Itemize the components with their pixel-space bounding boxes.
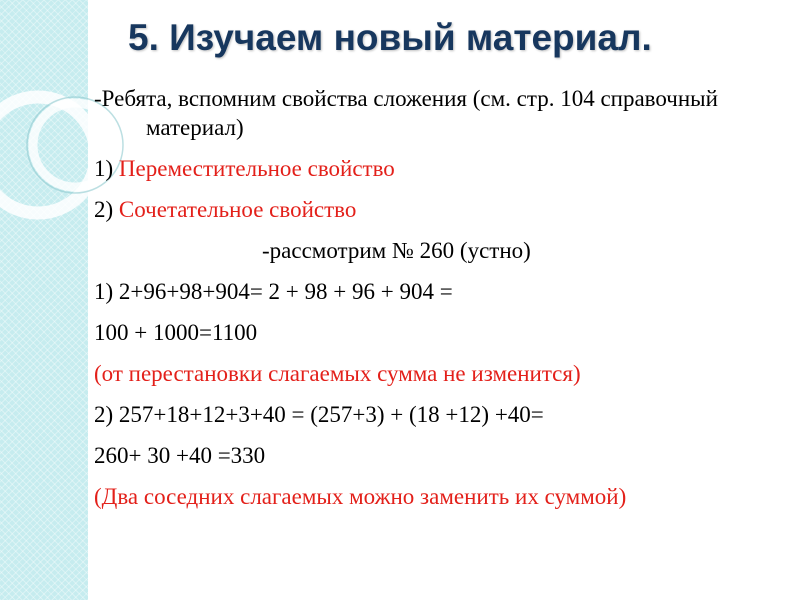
intro-line: -Ребята, вспомним свойства сложения (см. стр. 104 справочный материал) bbox=[94, 86, 718, 140]
example-2-note: (Два соседних слагаемых можно заменить их суммой) bbox=[94, 484, 627, 509]
example-2-expression: 2) 257+18+12+3+40 = (257+3) + (18 +12) +40= bbox=[94, 402, 544, 427]
commutative-property-label: Переместительное свойство bbox=[118, 156, 395, 181]
property-item-associative bbox=[94, 195, 794, 224]
exercise-heading: -рассмотрим № 260 (устно) bbox=[262, 238, 531, 263]
slide-content bbox=[94, 84, 794, 523]
item-number: 1) bbox=[94, 156, 119, 181]
example-2-result: 260+ 30 +40 =330 bbox=[94, 443, 266, 468]
item-number: 2) bbox=[94, 197, 119, 222]
page-title: 5. Изучаем новый материал. bbox=[128, 17, 652, 58]
example-1-expression: 1) 2+96+98+904= 2 + 98 + 96 + 904 = bbox=[94, 279, 453, 304]
property-item-commutative bbox=[94, 154, 794, 183]
example-1-result: 100 + 1000=1100 bbox=[94, 320, 258, 345]
example-1-note: (от перестановки слагаемых сумма не изменится) bbox=[94, 361, 581, 386]
associative-property-label: Сочетательное свойство bbox=[118, 197, 357, 222]
